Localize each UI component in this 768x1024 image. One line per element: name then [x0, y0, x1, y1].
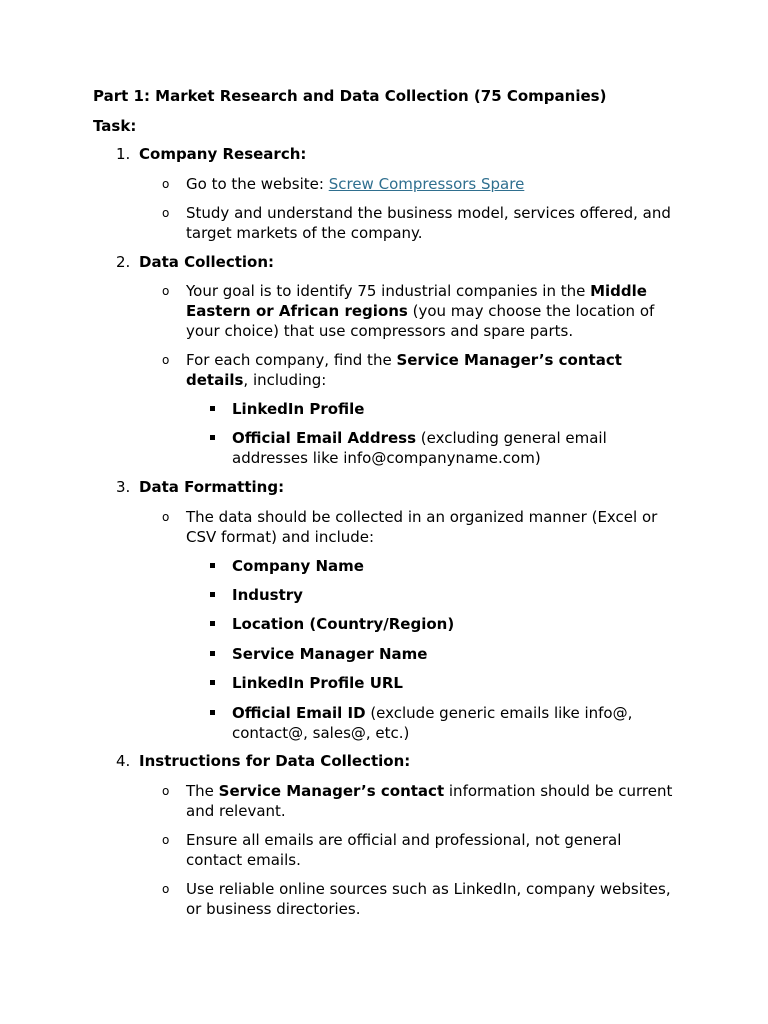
section-title: Data Collection:	[139, 253, 275, 271]
square-bullet-icon	[210, 563, 215, 568]
square-bullet-icon	[210, 621, 215, 626]
section-number: 4.	[116, 752, 131, 770]
item-bold-text: Service Manager’s contact	[218, 782, 445, 800]
document-title: Part 1: Market Research and Data Collection (75 Companies)	[93, 87, 607, 105]
bullet-item	[232, 673, 672, 693]
list-item	[162, 507, 676, 547]
list-item	[162, 830, 676, 870]
section-title: Data Formatting:	[139, 478, 285, 496]
section-4-heading	[116, 751, 410, 771]
bullet-bold-text: LinkedIn Profile URL	[232, 674, 403, 692]
sub-bullet-marker: o	[162, 206, 170, 220]
item-text: The	[186, 782, 219, 800]
item-text: For each company, find the	[186, 351, 397, 369]
section-2-heading	[116, 252, 274, 272]
section-1-heading	[116, 144, 306, 164]
bullet-item	[232, 428, 672, 468]
item-text: Study and understand the business model, services offered, and target markets of the company.	[186, 204, 671, 242]
square-bullet-icon	[210, 592, 215, 597]
section-title: Company Research:	[139, 145, 307, 163]
list-item	[162, 281, 676, 341]
bullet-bold-text: Official Email Address	[232, 429, 417, 447]
bullet-item	[232, 585, 672, 605]
square-bullet-icon	[210, 406, 215, 411]
task-label: Task:	[93, 117, 137, 135]
list-item	[162, 879, 676, 919]
bullet-bold-text: Location (Country/Region)	[232, 615, 455, 633]
item-text: Your goal is to identify 75 industrial companies in the	[186, 282, 591, 300]
list-item	[162, 203, 676, 243]
item-text: Go to the website:	[186, 175, 329, 193]
list-item	[162, 350, 676, 390]
square-bullet-icon	[210, 435, 215, 440]
bullet-item	[232, 399, 672, 419]
website-link[interactable]: Screw Compressors Spare	[328, 175, 525, 193]
square-bullet-icon	[210, 680, 215, 685]
item-text: information should be current and relevant.	[186, 782, 673, 820]
bullet-bold-text: Service Manager Name	[232, 645, 428, 663]
bullet-item	[232, 614, 672, 634]
item-text: The data should be collected in an organized manner (Excel or CSV format) and include:	[186, 508, 658, 546]
bullet-bold-text: Company Name	[232, 557, 364, 575]
sub-bullet-marker: o	[162, 784, 170, 798]
section-number: 2.	[116, 253, 131, 271]
bullet-text: (excluding general email addresses like info@companyname.com)	[232, 429, 607, 467]
bullet-item	[232, 644, 672, 664]
bullet-bold-text: Industry	[232, 586, 303, 604]
sub-bullet-marker: o	[162, 177, 170, 191]
section-number: 1.	[116, 145, 131, 163]
bullet-item	[232, 556, 672, 576]
sub-bullet-marker: o	[162, 284, 170, 298]
square-bullet-icon	[210, 651, 215, 656]
list-item	[162, 781, 676, 821]
square-bullet-icon	[210, 710, 215, 715]
bullet-item	[232, 703, 672, 743]
bullet-text: (exclude generic emails like info@, contact@, sales@, etc.)	[232, 704, 633, 742]
item-text: Use reliable online sources such as LinkedIn, company websites, or business directories.	[186, 880, 671, 918]
section-title: Instructions for Data Collection:	[139, 752, 411, 770]
section-3-heading	[116, 477, 284, 497]
sub-bullet-marker: o	[162, 353, 170, 367]
item-text: Ensure all emails are official and professional, not general contact emails.	[186, 831, 622, 869]
list-item	[162, 174, 676, 194]
bullet-bold-text: Official Email ID	[232, 704, 366, 722]
sub-bullet-marker: o	[162, 510, 170, 524]
item-text: , including:	[243, 371, 327, 389]
item-bold-text: Middle Eastern or African regions	[186, 282, 647, 320]
item-bold-text: Service Manager’s contact details	[186, 351, 622, 389]
bullet-bold-text: LinkedIn Profile	[232, 400, 365, 418]
sub-bullet-marker: o	[162, 833, 170, 847]
item-text: (you may choose the location of your choice) that use compressors and spare parts.	[186, 302, 655, 340]
sub-bullet-marker: o	[162, 882, 170, 896]
section-number: 3.	[116, 478, 131, 496]
